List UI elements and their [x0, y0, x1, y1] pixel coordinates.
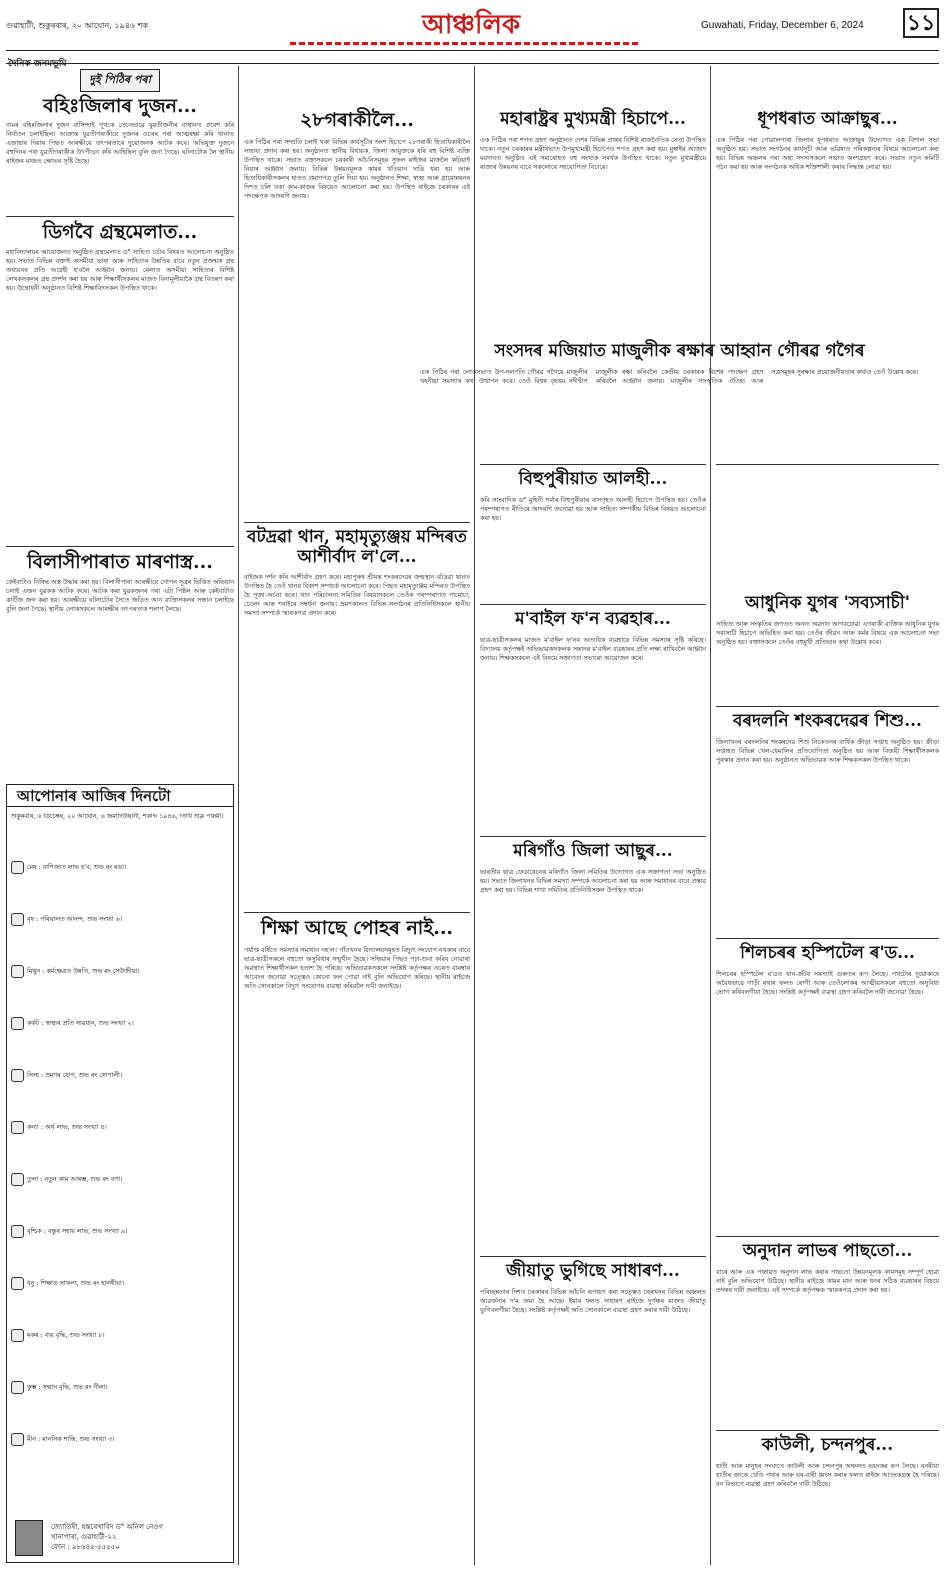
- article-dhupdhara: [716, 110, 939, 362]
- horoscope-text: কৰ্কট : স্বাস্থ্যৰ প্ৰতি সাৱধান, শুভ সংখ্যা ২।: [27, 1020, 134, 1027]
- date-assamese: গুৱাহাটী, শুকুৰবাৰ, ২০ আঘোন, ১৯৪৬ শক: [6, 21, 148, 30]
- horoscope-text: মীন : মানসিক শান্তি, শুভ সংখ্যা ৩।: [27, 1436, 115, 1443]
- divider: [244, 522, 470, 523]
- article-body: মহাবিদ্যালয়ৰ আয়োজনত অনুষ্ঠিত গ্ৰন্থমেলাত ড° সাহিত্য চৰ্চাৰ বিষয়ত আলোচনা অনুষ্ঠিত হয়। সভাত বিভিন্ন বক্তাই অসমীয়া ভাষা আৰু সাহিত্যৰ উন্নতিৰ বাবে নতুন প্ৰজন্মক গ্ৰন্থ অধ্যয়নৰ প্ৰতি আগ্ৰহী হ'বলৈ আহ্বান জনায়। মেলাত অসমীয়া সাহিত্যৰ বিশিষ্ট লেখকসকলৰ গ্ৰন্থ প্ৰদৰ্শন কৰা হয় আৰু শিক্ষাৰ্থীসকলৰ মাজত বিনামূলীয়াকৈ গ্ৰন্থ বিতৰণ কৰা হয়। উদ্বোধনী অনুষ্ঠানত বিশিষ্ট শিক্ষাবিদসকল উপস্থিত থাকে।: [6, 248, 234, 292]
- article-body: এক পিঠিৰ পৰা লোকসভাত উপ-দলপতি গৌৰৱ গগৈয়ে মাজুলীৰ খহনীয়া সমস্যাৰ কথা উত্থাপন কৰে। তেওঁ বিশ্বৰ বৃহত্তম নদীদ্বীপ মাজুলীক ৰক্ষা কৰিবলৈ কেন্দ্ৰীয় চৰকাৰক বিশেষ পদক্ষেপ গ্ৰহণ কৰিবলৈ আহ্বান জনায়। মাজুলীৰ সাংস্কৃতিক ঐতিহ্য আৰু সত্ৰসমূহৰ সুৰক্ষাৰ প্ৰয়োজনীয়তাৰ কথাও তেওঁ উল্লেখ কৰে।: [420, 368, 919, 385]
- horoscope-text: ধনু : শিক্ষাত সাফল্য, শুভ ৰং হালধীয়া।: [27, 1280, 125, 1287]
- article-bilasipara: [6, 552, 234, 778]
- headline: ধূপধৰাত আক্ৰাছুৰ...: [757, 109, 898, 129]
- divider: [480, 1256, 706, 1257]
- astrologer-address: খানাপাৰা, গুৱাহাটী-২২: [51, 1533, 117, 1541]
- article-sabyasachi: [716, 594, 939, 706]
- article-body: বাইজক দৰ্শন কৰি আশীৰ্বাদ গ্ৰহণ কৰে। মহাপুৰুষ শ্ৰীমন্ত শংকৰদেৱৰ জন্মস্থান বটদ্ৰৱা থানত উপস্থিত হৈ তেওঁ থানৰ বিকাশ সম্পৰ্কে আলোচনা কৰে। পিছত মহামৃত্যুঞ্জয় মন্দিৰত উপস্থিত হৈ পূজা-অৰ্চনা কৰে। থান পৰিচালনা সমিতিৰ বিষয়াসকলে তেওঁক পৰম্পৰাগত গামোচা, চেলেং আৰু শৰাইৰে সম্বৰ্ধনা জনায়। ভ্ৰমণকালত বিভিন্ন সংগঠনৰ প্ৰতিনিধিসকলে স্থানীয় সমস্যা সম্পৰ্কে স্মাৰকপত্ৰ প্ৰদান কৰে।: [244, 574, 470, 618]
- horoscope-item: [11, 1121, 229, 1169]
- article-bahijila: [6, 66, 234, 231]
- headline: বৰদলনি শংকৰদেৱৰ শিশু...: [733, 711, 922, 731]
- horoscope-item: [11, 1329, 229, 1377]
- headline: শিক্ষা আছে পোহৰ নাই...: [260, 917, 454, 939]
- column-4: [716, 66, 939, 1565]
- article-body: কবি সাংবাদিক ড° মুহিনী শৰ্মাৰ বিহুপুৰীয়াৰ বাসগৃহত আলহী হিচাপে উপস্থিত হয়। তেওঁক পৰম্পৰাগত ৰীতিৰে আদৰণি জনোৱা হয় আৰু সাহিত্য সম্পৰ্কীয় বিভিন্ন বিষয়ত আলোচনা কৰা হয়।: [480, 496, 706, 522]
- headline: বিলাসীপাৰাত মাৰণাস্ত্ৰ...: [27, 551, 213, 573]
- zodiac-icon: [11, 1277, 24, 1290]
- headline: বিহুপুৰীয়াত আলহী...: [518, 469, 668, 489]
- headline: অনুদান লাভৰ পাছতো...: [742, 1241, 913, 1261]
- divider: [6, 216, 234, 217]
- column-divider: [238, 66, 239, 1565]
- paper-name-bar: [6, 50, 939, 69]
- horoscope-text: কুম্ভ : সন্মান বৃদ্ধি, শুভ ৰং নীলা।: [27, 1384, 108, 1391]
- article-bardalani: [716, 712, 939, 928]
- article-body: এক পিঠিৰ পৰা সম্প্ৰতি চলাই থকা বিভিন্ন কাৰ্যসূচীৰ অংশ হিচাপে ২৮গৰাকী হিতাধিকাৰীলৈ সাহায্য প্ৰদান কৰা হয়। অনুষ্ঠানত স্থানীয় বিধায়ক, জিলা আয়ুক্তকে ধৰি বহু বিশিষ্ট ব্যক্তি উপস্থিত থাকে। সভাত বক্তাসকলে চৰকাৰী আঁচনিসমূহৰ সুফল ৰাইজৰ মাজলৈ কঢ়িয়াই নিয়াৰ আহ্বান জনায়। বিভিন্ন উন্নয়নমূলক কামৰ খতিয়ান দাঙি ধৰা হয় আৰু হিতাধিকাৰীসকলৰ হাতত প্ৰমাণপত্ৰ তুলি দিয়া হয়। অনুষ্ঠানত শিক্ষা, স্বাস্থ্য আৰু গ্ৰামোন্নয়নৰ দিশত চলি থকা কাম-কাজৰ বিষয়েও আলোচনা কৰা হয়। উপস্থিত ৰাইজে চৰকাৰৰ এই পদক্ষেপক আদৰণি জনায়।: [244, 138, 470, 200]
- column-2: [244, 66, 470, 1565]
- astrologer-photo: [15, 1520, 43, 1556]
- headline: ম'বাইল ফ'ন ব্যৱহাৰ...: [515, 609, 671, 629]
- horoscope-item: [11, 1225, 229, 1273]
- horoscope-item: [11, 861, 229, 909]
- horoscope-text: সিংহ : ভ্ৰমণৰ যোগ, শুভ ৰং সোণালী।: [27, 1072, 123, 1079]
- article-body: পৰিচ্ছন্নতাৰ দিশত চৰকাৰৰ বিভিন্ন আঁচনি ৰূপায়ণ কৰা সত্ত্বেও চহৰখনৰ বিভিন্ন অঞ্চলত আৱৰ্জনাৰ দ'ম জমা হৈ আছে। ইয়াৰ ফলত সাধাৰণ ৰাইজে দুৰ্গন্ধৰ মাজত জীয়াতু ভুগিবলগীয়া হৈছে। সংশ্লিষ্ট কৰ্তৃপক্ষই অতি সোনকালে ব্যৱস্থা গ্ৰহণ কৰাৰ দাবী উঠিছে।: [480, 1288, 706, 1314]
- zodiac-icon: [11, 1121, 24, 1134]
- zodiac-icon: [11, 861, 24, 874]
- zodiac-icon: [11, 1225, 24, 1238]
- divider: [716, 706, 939, 707]
- zodiac-icon: [11, 1017, 24, 1030]
- zodiac-icon: [11, 1381, 24, 1394]
- article-digboi: [6, 222, 234, 540]
- article-education-no-light: [244, 918, 470, 1556]
- article-mobile-phone: [480, 610, 706, 822]
- horoscope-text: কন্যা : অৰ্থ লাভ, শুভ সংখ্যা ৫।: [27, 1124, 107, 1131]
- article-body: বাৰে আৰু এক পঞ্চায়ত অনুদান লাভ কৰাৰ পাছতো উন্নয়নমূলক কামসমূহ সম্পূৰ্ণ হোৱা নাই বুলি অভিযোগ উঠিছে। স্থানীয় ৰাইজে কামৰ মান আৰু ধনৰ সঠিক ব্যৱহাৰৰ বিষয়ে তদন্তৰ দাবী জনাইছে। এই সম্পৰ্কে কৰ্তৃপক্ষক স্মাৰকপত্ৰ প্ৰদান কৰা হয়।: [716, 1268, 939, 1294]
- headline: মহাৰাষ্ট্ৰৰ মুখ্যমন্ত্ৰী হিচাপে...: [500, 109, 686, 129]
- divider: [480, 464, 706, 465]
- horoscope-intro: শুকুৰবাৰ, ৬ ডিচেম্বৰ, ২০ আঘোন, ৬ জমাদিউছানী, শকাব্দ ১৯৪৬, তিথি শুক্ল পঞ্চমী।: [11, 813, 224, 820]
- zodiac-icon: [11, 1433, 24, 1446]
- article-body: কেইবাটাও নিষিদ্ধ অস্ত্ৰ উদ্ধাৰ কৰা হয়। বিলাসীপাৰা আৰক্ষীয়ে গোপন সূত্ৰৰ ভিত্তিত অভিযান চলাই এজন যুৱকক আটক কৰে। আটক কৰা যুৱকজনৰ পৰা এটা পিষ্টল আৰু কেইবাটাও কাৰ্টিজ জব্দ কৰা হয়। আৰক্ষীয়ে ঘটনাটোৰ সৈতে জড়িত আন ব্যক্তিসকলৰ সন্ধান চলাইছে বুলি জনা গৈছে। স্থানীয় লোকসকলে আৰক্ষীৰ তৎপৰতাক শলাগ লৈছে।: [6, 578, 234, 613]
- column-3-lower: [480, 66, 706, 1565]
- headline: জীয়াতু ভুগিছে সাধাৰণ...: [506, 1261, 680, 1281]
- astrologer-phone: ফোন : ৯৮৬৪৫-৫৫৫৫০: [51, 1543, 120, 1551]
- article-bihupuriya: [480, 470, 706, 600]
- column-divider: [474, 66, 475, 1565]
- horoscope-text: মকৰ : ব্যয় বৃদ্ধি, শুভ সংখ্যা ৮।: [27, 1332, 105, 1339]
- article-body: ছাত্ৰ-ছাত্ৰীসকলৰ মাজত ম'বাইল ফ'নৰ অত্যধিক ব্যৱহাৰে বিভিন্ন সমস্যাৰ সৃষ্টি কৰিছে। বিদ্যালয় কৰ্তৃপক্ষই অভিভাৱকসকলক সন্তানৰ ম'বাইল ব্যৱহাৰৰ প্ৰতি লক্ষ্য ৰাখিবলৈ আহ্বান জনায়। শিক্ষকসকলে এই বিষয়ে সজাগতা সভাৰো আয়োজন কৰে।: [480, 636, 706, 662]
- horoscope-box: [6, 784, 234, 1563]
- horoscope-item: [11, 913, 229, 961]
- horoscope-title: আপোনাৰ আজিৰ দিনটো: [7, 785, 233, 807]
- date-english: Guwahati, Friday, December 6, 2024: [701, 20, 864, 31]
- article-body: পৰ্যাপ্ত বৰ্ষিতে সমস্যাৰ সমাধান নহ'ল। গাঁওখনৰ বিদ্যালয়সমূহত বিদ্যুৎ সংযোগ নথকাৰ বাবে ছাত্ৰ-ছাত্ৰীসকলে বহুতো অসুবিধাৰ সন্মুখীন হৈছে। সন্ধিয়াৰ পিছত পঢ়া-শুনা কৰিব নোৱাৰা অৱস্থাত শিক্ষাৰ্থীসকল হতাশ হৈ পৰিছে। অভিভাৱকসকলে সংশ্লিষ্ট কৰ্তৃপক্ষৰ ওচৰত বাৰম্বাৰ আবেদন জনোৱা সত্ত্বেও কোনো ফল পোৱা নাই বুলি অভিযোগ কৰিছে। স্থানীয় ৰাইজে অতি সোনকালে বিদ্যুৎ সংযোগৰ ব্যৱস্থা কৰিবলৈ দাবী জনাইছে।: [244, 946, 470, 990]
- divider: [6, 546, 234, 547]
- divider: [244, 912, 470, 913]
- horoscope-text: বৃষ : পৰিয়ালত আনন্দ, শুভ সংখ্যা ৬।: [27, 916, 122, 923]
- divider: [716, 1430, 939, 1431]
- headline: শিলচৰৰ হস্পিটেল ৰ'ড...: [740, 943, 915, 963]
- article-morigaon: [480, 842, 706, 1254]
- article-kauli: [716, 1436, 939, 1562]
- paper-name: দৈনিক জনমভূমি: [8, 59, 67, 69]
- section-title: [336, 4, 606, 44]
- astrologer-info: [11, 1520, 229, 1558]
- horoscope-item: [11, 1017, 229, 1065]
- horoscope-item: [11, 1277, 229, 1325]
- headline: কাউলী, চন্দনপুৰ...: [761, 1435, 894, 1455]
- article-body: হাতী আৰু মানুহৰ সংঘাতে কাউলী আৰু চন্দনপুৰ অঞ্চলত ভয়ংকৰ ৰূপ লৈছে। বনৰীয়া হাতীৰ জাকে খেতি পথাৰ আৰু ঘৰ-বাৰী ধ্বংস কৰাৰ ফলত ৰাইজ আতংকগ্ৰস্ত হৈ পৰিছে। বন বিভাগে ব্যৱস্থা গ্ৰহণ কৰিবলৈ দাবী উঠিছে।: [716, 1462, 939, 1488]
- horoscope-text: মিথুন : কৰ্মক্ষেত্ৰত উন্নতি, শুভ ৰং সেউজীয়া।: [27, 968, 140, 975]
- kicker-label: দুই পিঠিৰ পৰা: [80, 69, 160, 92]
- article-batadrava: [244, 528, 470, 925]
- zodiac-icon: [11, 1069, 24, 1082]
- horoscope-item: [11, 1433, 229, 1481]
- article-body: নামৰ বহিঃজিলাৰ দুজন বাসিন্দাই পূথকে তেনেভাৱে যুৱতীজনীৰ বাস্থানত প্ৰবেশ কৰি নিৰ্যাতন চলাইছিল। আক্ৰান্ত যুৱতীগৰাকীয়ে দুজনৰ ওচৰৰ পৰা আত্মৰক্ষা কৰি থানাত এজাহাৰ দিয়াৰ পিছত আৰক্ষীয়ে তৎপৰতাৰে দুয়োজনক আটক কৰে। অভিযুক্ত দুজনে বহুদিনৰ পৰা যুৱতীগৰাকীক উৎপীড়ন কৰি আহিছিল বুলি জনা গৈছে। ঘটনাটোক লৈ স্থানীয় ৰাইজৰ মাজত ক্ষোভৰ সৃষ্টি হৈছে।: [6, 121, 234, 165]
- article-body: এক পিঠিৰ পৰা গোৱালপাৰা জিলাৰ ধূপধৰাত আক্ৰাছুৰ উদ্যোগত এক বিশাল সভা অনুষ্ঠিত হয়। সভাত সংগঠনৰ কাৰ্যসূচী আৰু ভৱিষ্যত পৰিকল্পনাৰ বিষয়ে আলোচনা কৰা হয়। বিভিন্ন অঞ্চলৰ পৰা অহা সদস্যসকলে সভাত অংশগ্ৰহণ কৰে। সভাত নতুন কমিটি গঠন কৰা হয় আৰু সংগঠনক অধিক শক্তিশালী কৰাৰ সিদ্ধান্ত লোৱা হয়।: [716, 136, 939, 171]
- article-body: শিলচৰৰ হস্পিটেল ৰ'ডত যান-জঁটৰ সমস্যাই গুৰুতৰ ৰূপ লৈছে। পথটোৰ দুয়োকাষে অবৈধভাৱে গাড়ী ৰখাৰ ফলত ৰোগী আৰু তেওঁলোকৰ আত্মীয়সকলে বহুতো অসুবিধা ভোগ কৰিবলগীয়া হৈছে। সংশ্লিষ্ট কৰ্তৃপক্ষই ব্যৱস্থা গ্ৰহণ কৰিবলৈ দাবী জনোৱা হৈছে।: [716, 970, 939, 996]
- headline: মৰিগাঁও জিলা আছুৰ...: [513, 841, 673, 861]
- horoscope-text: তুলা : নতুন কাম আৰম্ভ, শুভ ৰং বগা।: [27, 1176, 123, 1183]
- divider: [480, 836, 706, 837]
- section-title-text: আঞ্চলিক: [421, 10, 521, 40]
- column-1: [6, 66, 234, 1565]
- horoscope-text: বৃশ্চিক : বন্ধুৰ সহায় লাভ, শুভ সংখ্যা ৯।: [27, 1228, 128, 1235]
- astrologer-name: জ্যোতিষী, হস্তৰেখাবিদ ড° অনিল নেওগ: [51, 1523, 163, 1531]
- ornament-rule: [290, 42, 640, 45]
- article-jiyatu: [480, 1262, 706, 1558]
- headline: ২৮গৰাকীলৈ...: [299, 109, 415, 131]
- horoscope-item: [11, 1069, 229, 1117]
- horoscope-text: মেষ : বাণিজ্যত লাভ হ'ব, শুভ ৰং ৰঙা।: [27, 864, 127, 871]
- article-body: এক পিঠিৰ পৰা শপত গ্ৰহণ অনুষ্ঠানত দেশৰ বিভিন্ন প্ৰান্তৰ বিশিষ্ট ৰাজনৈতিক নেতা উপস্থিত থাকে। নতুন চৰকাৰৰ মন্ত্ৰীসভাত উপমুখ্যমন্ত্ৰী হিচাপেও শপত গ্ৰহণ কৰা হয়। মুম্বাইৰ আজাদ ময়দানত অনুষ্ঠিত এই সমাৰোহত বহু সংখ্যক সমৰ্থক উপস্থিত থাকে। নতুন মুখ্যমন্ত্ৰীয়ে ৰাজ্যৰ উন্নয়নৰ বাবে সকলোৰে সহযোগিতা বিচাৰে।: [480, 136, 706, 171]
- headline: ডিগবৈ গ্ৰন্থমেলাত...: [42, 221, 198, 243]
- article-body: সাহিত্য আৰু সংস্কৃতিৰ জগতত অনন্য অৱদান আগবঢ়োৱা এগৰাকী ব্যক্তিক আধুনিক যুগৰ সব্যসাচী হিচাপে অভিহিত কৰা হয়। তেওঁৰ জীৱন আৰু কৰ্মৰ বিষয়ে এক আলোচনা সভা অনুষ্ঠিত হয়। বক্তাসকলে তেওঁৰ বহুমুখী প্ৰতিভাৰ কথা উল্লেখ কৰে।: [716, 620, 939, 646]
- divider: [716, 1236, 939, 1237]
- zodiac-icon: [11, 1173, 24, 1186]
- horoscope-item: [11, 965, 229, 1013]
- column-divider: [710, 66, 711, 1565]
- page-number: ১১: [903, 8, 939, 38]
- divider: [716, 464, 939, 465]
- headline: সংসদৰ মজিয়াত মাজুলীক ৰক্ষাৰ আহ্বান গৌৰৱ গগৈৰ: [494, 341, 865, 361]
- horoscope-item: [11, 1173, 229, 1221]
- zodiac-icon: [11, 965, 24, 978]
- article-silchar-hospital: [716, 944, 939, 1228]
- headline: আধুনিক যুগৰ 'সব্যসাচী': [745, 593, 910, 613]
- divider: [480, 604, 706, 605]
- zodiac-icon: [11, 1329, 24, 1342]
- article-body: জিলাখনৰ বৰদলনিৰ শংকৰদেৱ শিশু নিকেতনৰ বাৰ্ষিক ক্ৰীড়া সপ্তাহ অনুষ্ঠিত হয়। ক্ৰীড়া সপ্তাহত বিভিন্ন খেল-ধেমালিৰ প্ৰতিযোগিতা অনুষ্ঠিত হয় আৰু বিজয়ী শিক্ষাৰ্থীসকলক পুৰস্কাৰ প্ৰদান কৰা হয়। অনুষ্ঠানত অভিভাৱক আৰু শিক্ষকসকল উপস্থিত থাকে।: [716, 738, 939, 764]
- headline: বহিঃজিলাৰ দুজন...: [43, 95, 197, 117]
- divider: [716, 938, 939, 939]
- article-grant: [716, 1242, 939, 1422]
- horoscope-item: [11, 1381, 229, 1429]
- zodiac-icon: [11, 913, 24, 926]
- headline: বটদ্ৰৱা থান, মহামৃত্যুঞ্জয় মন্দিৰত আশীৰ্বাদ ল'লে...: [247, 527, 467, 567]
- article-body: ভাৰতীয় ছাত্ৰ ফেডাৰেচনৰ মৰিগাঁও জিলা সমিতিৰ উদ্যোগত এক সজাগতা সভা অনুষ্ঠিত হয়। সভাত জিলাখনৰ বিভিন্ন সমস্যা সম্পৰ্কে আলোচনা কৰা হয় আৰু সমাধানৰ বাবে প্ৰস্তাৱ গ্ৰহণ কৰা হয়। বিভিন্ন শাখা সমিতিৰ প্ৰতিনিধিসকল উপস্থিত থাকে।: [480, 868, 706, 894]
